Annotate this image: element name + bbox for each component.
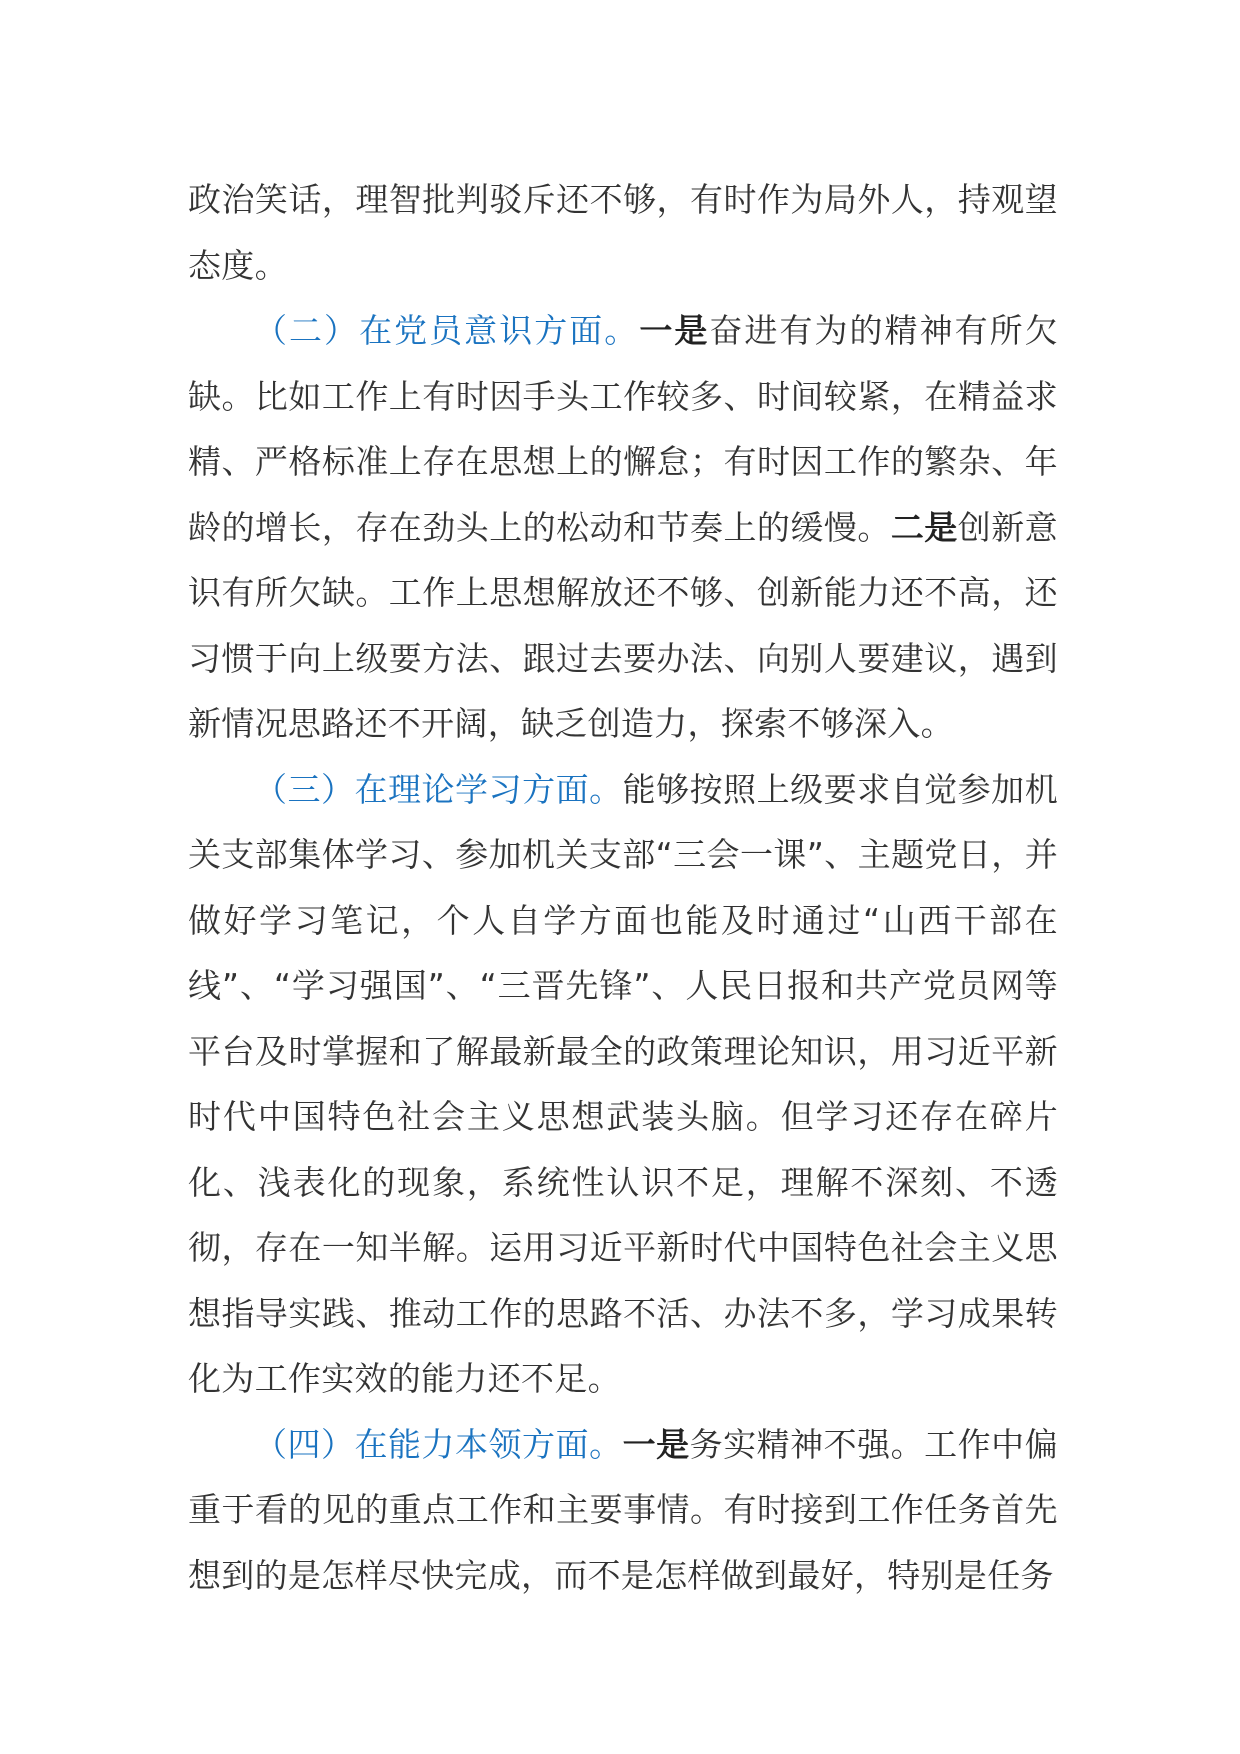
paragraph-text: 奋进有为的精神有所欠缺。比如工作上有时因手头工作较多、时间较紧，在精益求精、严格标准上存在思想上的懈怠；有时因工作的繁杂、年龄的增长，存在劲头上的松动和节奏上的缓慢。 [188,311,1058,547]
paragraph-text: 创新意识有所欠缺。工作上思想解放还不够、创新能力还不高，还习惯于向上级要方法、跟过去要办法、向别人要建议，遇到新情况思路还不开阔，缺乏创造力，探索不够深入。 [188,507,1058,743]
paragraph-text: 政治笑话，理智批判驳斥还不够，有时作为局外人，持观望态度。 [188,180,1058,285]
paragraph-ability [188,1412,1058,1609]
paragraph-theory-study [188,757,1058,1412]
point-marker: 二是 [890,507,958,547]
document-body [188,167,1058,1608]
section-heading: （四）在能力本领方面。 [254,1424,623,1464]
paragraph-continuation [188,167,1058,298]
paragraph-text: 能够按照上级要求自觉参加机关支部集体学习、参加机关支部“三会一课”、主题党日，并做好学习笔记，个人自学方面也能及时通过“山西干部在线”、“学习强国”、“三晋先锋”、人民日报和共产党员网等平台及时掌握和了解最新最全的政策理论知识，用习近平新时代中国特色社会主义思想武装头脑。但学习还存在碎片化、浅表化的现象，系统性认识不足，理解不深刻、不透彻，存在一知半解。运用习近平新时代中国特色社会主义思想指导实践、推动工作的思路不活、办法不多，学习成果转化为工作实效的能力还不足。 [188,769,1058,1398]
point-marker: 一是 [622,1424,690,1464]
point-marker: 一是 [639,311,710,350]
paragraph-text: 务实精神不强。工作中偏重于看的见的重点工作和主要事情。有时接到工作任务首先想到的是怎样尽快完成，而不是怎样做到最好，特别是任务 [188,1424,1058,1595]
section-heading: （三）在理论学习方面。 [254,769,623,809]
section-heading: （二）在党员意识方面。 [254,311,640,350]
paragraph-party-awareness [188,298,1058,757]
